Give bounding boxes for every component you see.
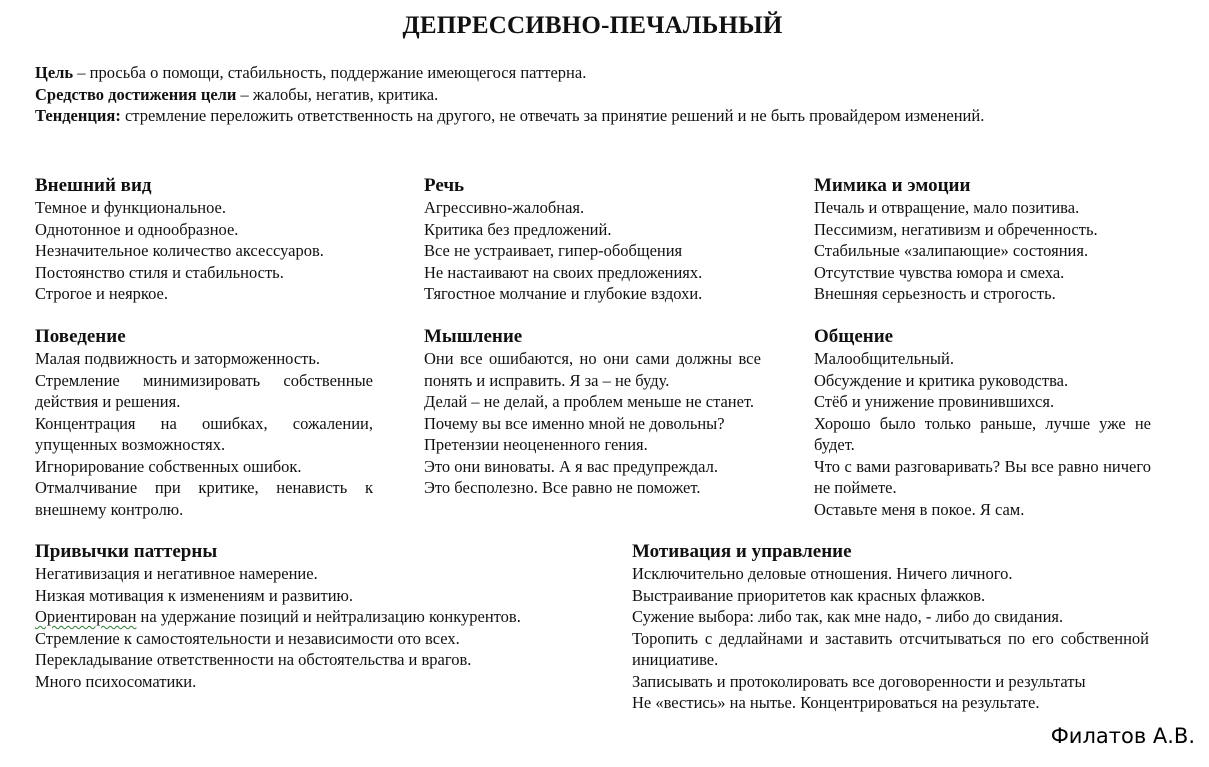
section-heading: Мимика и эмоции (814, 175, 971, 196)
list-item: Они все ошибаются, но они сами должны все понять и исправить. Я за – не буду. (424, 349, 761, 390)
section-communication (814, 326, 1151, 520)
section-behavior (35, 326, 373, 520)
section-thinking (424, 326, 761, 499)
list-item: Стремление к самостоятельности и независимости ото всех. (35, 628, 460, 648)
list-item: Негативизация и негативное намерение. (35, 564, 318, 583)
means-text: – жалобы, негатив, критика. (236, 84, 439, 104)
list-item: Это бесполезно. Все равно не поможет. (424, 478, 701, 497)
list-item: Много психосоматики. (35, 671, 197, 691)
list-item: Однотонное и однообразное. (35, 219, 239, 239)
list-item: Отсутствие чувства юмора и смеха. (814, 262, 1065, 282)
list-item: Строгое и неяркое. (35, 284, 168, 303)
list-item (35, 606, 605, 628)
section-heading: Мотивация и управление (632, 541, 852, 562)
section-speech (424, 175, 764, 305)
list-item: Незначительное количество аксессуаров. (35, 241, 324, 260)
goal-text: – просьба о помощи, стабильность, поддержание имеющегося паттерна. (73, 63, 587, 82)
section-heading: Речь (424, 175, 465, 196)
list-item: Концентрация на ошибках, сожалении, упущенных возможностях. (35, 413, 373, 454)
goal-line (35, 62, 1150, 84)
tendency-text: стремление переложить ответственность на другого, не отвечать за принятие решений и не быть провайдером изменений. (120, 106, 985, 125)
list-item: Темное и функциональное. (35, 198, 226, 217)
list-item-rest: на удержание позиций и нейтрализацию конкурентов. (136, 607, 521, 626)
intro-block (35, 62, 1150, 127)
list-item: Критика без предложений. (424, 219, 612, 239)
means-line (35, 84, 1150, 106)
section-heading: Поведение (35, 326, 126, 347)
list-item: Агрессивно-жалобная. (424, 198, 585, 217)
list-item: Не настаивают на своих предложениях. (424, 262, 703, 282)
list-item: Что с вами разговаривать? Вы все равно ничего не поймете. (814, 456, 1151, 497)
section-habits (35, 541, 605, 692)
goal-label: Цель (35, 63, 74, 82)
list-item: Исключительно деловые отношения. Ничего личного. (632, 564, 1013, 583)
list-item: Почему вы все именно мной не довольны? (424, 413, 725, 433)
list-item: Выстраивание приоритетов как красных флажков. (632, 585, 986, 605)
list-item: Малая подвижность и заторможенность. (35, 349, 321, 368)
tendency-label: Тенденция: (35, 106, 121, 125)
section-appearance (35, 175, 375, 305)
list-item: Пессимизм, негативизм и обреченность. (814, 219, 1098, 239)
list-item: Малообщительный. (814, 349, 954, 368)
section-motivation (632, 541, 1149, 714)
list-item: Игнорирование собственных ошибок. (35, 456, 302, 476)
list-item: Отмалчивание при критике, ненависть к внешнему контролю. (35, 478, 373, 519)
list-item: Все не устраивает, гипер-обобщения (424, 241, 683, 260)
list-item: Сужение выбора: либо так, как мне надо, - либо до свидания. (632, 607, 1064, 626)
author-signature: Филатов А.В. (1050, 724, 1195, 748)
spellcheck-underlined-word: Ориентирован (35, 607, 137, 626)
list-item: Записывать и протоколировать все договоренности и результаты (632, 671, 1086, 691)
section-heading: Внешний вид (35, 175, 152, 196)
list-item: Не «вестись» на нытье. Концентрироваться на результате. (632, 693, 1040, 712)
list-item: Печаль и отвращение, мало позитива. (814, 198, 1080, 217)
list-item: Торопить с дедлайнами и заставить отсчитываться по его собственной инициативе. (632, 628, 1149, 669)
list-item: Стёб и унижение провинившихся. (814, 392, 1055, 411)
list-item: Внешняя серьезность и строгость. (814, 284, 1056, 303)
list-item: Постоянство стиля и стабильность. (35, 262, 284, 282)
list-item: Низкая мотивация к изменениям и развитию. (35, 585, 354, 605)
list-item: Тягостное молчание и глубокие вздохи. (424, 284, 703, 303)
tendency-line (35, 105, 1150, 127)
list-item: Хорошо было только раньше, лучше уже не будет. (814, 413, 1151, 454)
list-item: Оставьте меня в покое. Я сам. (814, 499, 1025, 519)
section-heading: Привычки паттерны (35, 541, 218, 562)
list-item: Перекладывание ответственности на обстоятельства и врагов. (35, 650, 472, 669)
list-item: Обсуждение и критика руководства. (814, 370, 1069, 390)
list-item: Делай – не делай, а проблем меньше не станет. (424, 392, 755, 411)
means-label: Средство достижения цели (35, 84, 237, 104)
section-mimic (814, 175, 1154, 305)
list-item: Это они виноваты. А я вас предупреждал. (424, 456, 718, 476)
page-title: ДЕПРЕССИВНО-ПЕЧАЛЬНЫЙ (402, 12, 783, 39)
list-item: Претензии неоцененного гения. (424, 435, 648, 454)
section-heading: Общение (814, 326, 894, 347)
section-heading: Мышление (424, 326, 523, 347)
list-item: Стабильные «залипающие» состояния. (814, 241, 1089, 260)
list-item: Стремление минимизировать собственные действия и решения. (35, 370, 373, 411)
